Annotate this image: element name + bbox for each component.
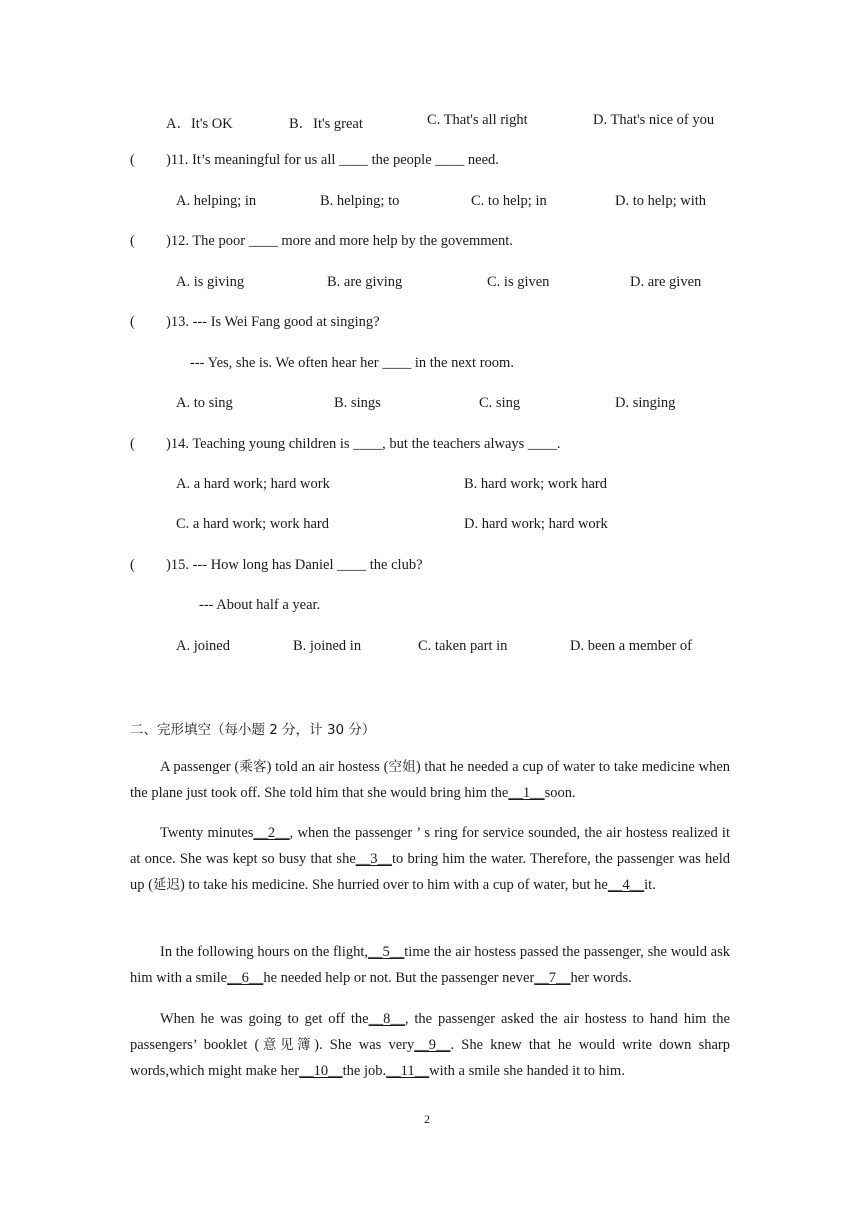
q12-option-c: C. is given [487,274,550,290]
cloze-paragraph-1: A passenger (乘客) told an air hostess (空姐) that he needed a cup of water to take medicine when the plane just took off. She told him that she would bring him the__1__soon. [130,759,731,801]
blank-1: __1__ [508,785,545,801]
q11-option-d: D. to help; with [615,193,707,209]
q12-option-b: B. are giving [327,274,403,290]
q13-paren: ( [130,314,135,330]
page-number: 2 [424,1112,430,1126]
q13-option-b: B. sings [334,395,381,411]
blank-2: __2__ [253,825,290,841]
cloze-paragraph-3: In the following hours on the flight,__5__time the air hostess passed the passenger, she would ask him with a smile__6__he needed help or not. But the passenger never__7__her words. [130,944,731,986]
q13-option-c: C. sing [479,395,521,411]
q15-response: --- About half a year. [199,597,321,613]
blank-6: __6__ [227,970,264,986]
cloze-paragraph-2: Twenty minutes__2__, when the passenger ’ s ring for service sounded, the air hostess realized it at once. She was kept so busy that she__3__to bring him the water. Therefore, the passenger was held up (延迟) to take his medicine. She hurried over to him with a cup of water, but he__4__it. [130,825,730,893]
q15-option-a: A. joined [176,638,230,654]
q14-option-c: C. a hard work; work hard [176,516,330,532]
blank-8: __8__ [368,1011,405,1027]
q11-option-a: A. helping; in [176,193,257,209]
blank-10: __10__ [299,1063,343,1079]
q12-option-a: A. is giving [176,274,245,290]
blank-3: __3__ [355,851,393,867]
q15-paren: ( [130,557,135,573]
q10-option-c: C. That's all right [427,112,528,128]
blank-9: __9__ [414,1037,451,1053]
section-heading: 二、完形填空（每小题 2 分，计 30 分） [130,722,376,738]
q13-option-a: A. to sing [176,395,233,411]
q13-stem: )13. --- Is Wei Fang good at singing? [166,314,380,330]
blank-5: __5__ [368,944,405,960]
q13-option-d: D. singing [615,395,676,411]
q12-paren: ( [130,233,135,249]
blank-11: __11__ [386,1063,430,1079]
q10-option-b: B．It's great [289,116,363,132]
q13-response: --- Yes, she is. We often hear her ____ in the next room. [190,355,514,371]
q11-paren: ( [130,152,135,168]
q14-option-b: B. hard work; work hard [464,476,607,492]
q11-option-c: C. to help; in [471,193,547,209]
q14-paren: ( [130,436,135,452]
q14-stem: )14. Teaching young children is ____, but the teachers always ____. [166,436,561,452]
q14-option-d: D. hard work; hard work [464,516,608,532]
q12-stem: )12. The poor ____ more and more help by the govemment. [166,233,513,249]
q11-stem: )11. It’s meaningful for us all ____ the people ____ need. [166,152,499,168]
q12-option-d: D. are given [630,274,702,290]
q15-stem: )15. --- How long has Daniel ____ the club? [166,557,423,573]
blank-4: __4__ [607,877,645,893]
cloze-paragraph-4: When he was going to get off the__8__, the passenger asked the air hostess to hand him the passengers’ booklet (意见簿). She was very__9__. She knew that he would write down sharp words,which might make her__10__the job.__11__with a smile she handed it to him. [130,1011,730,1079]
q11-option-b: B. helping; to [320,193,400,209]
blank-7: __7__ [534,970,571,986]
q15-option-b: B. joined in [293,638,362,654]
q10-option-a: A．It's OK [166,116,233,132]
q14-option-a: A. a hard work; hard work [176,476,330,492]
q10-option-d: D. That's nice of you [593,112,715,128]
q15-option-d: D. been a member of [570,638,692,654]
q15-option-c: C. taken part in [418,638,508,654]
